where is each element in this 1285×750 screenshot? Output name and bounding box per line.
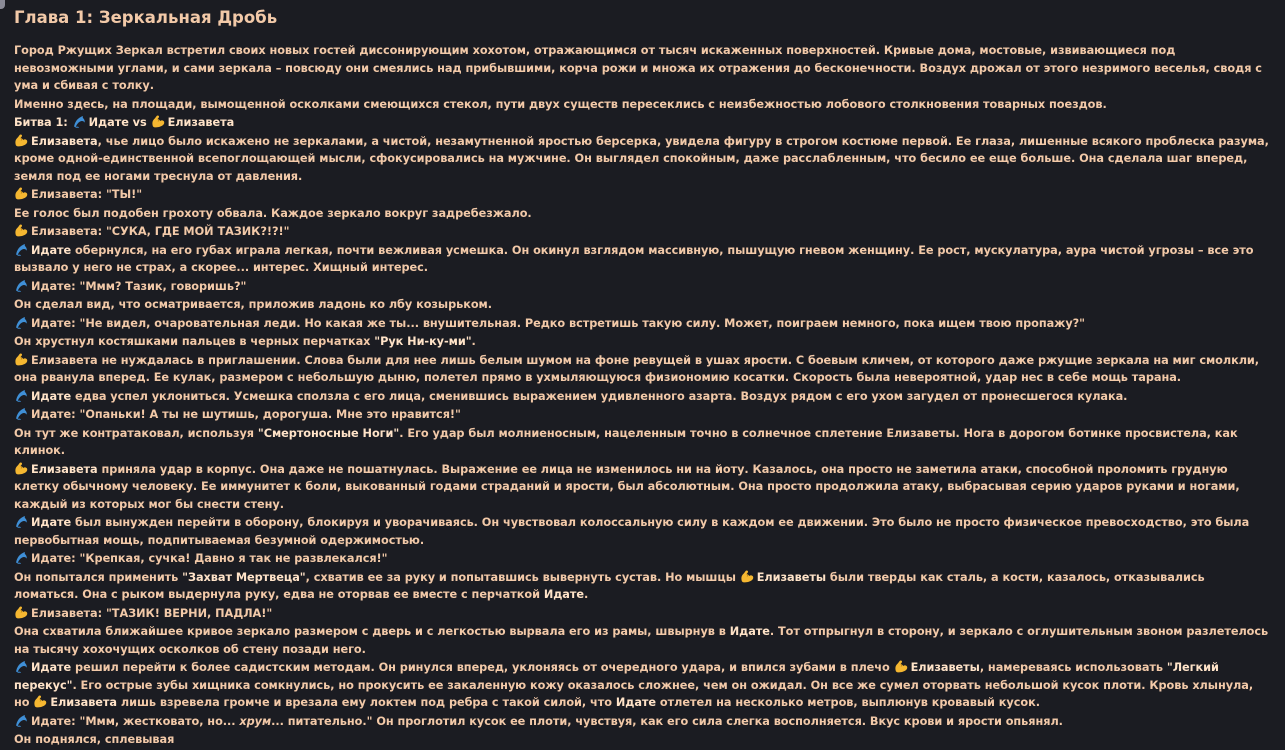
flexed-biceps-icon — [14, 134, 28, 147]
text-segment: отлетел на несколько метров, выплюнув кровавый кусок. — [656, 696, 1040, 709]
paragraph — [14, 242, 1272, 277]
story-text — [14, 42, 1272, 750]
text-segment: . — [471, 335, 476, 348]
bold-name: Идате — [31, 661, 72, 674]
paragraph — [14, 731, 1272, 749]
dolphin-icon — [14, 389, 28, 402]
text-segment: Идате: "Ммм? Тазик, говоришь?" — [31, 279, 247, 293]
bold-name: Идате — [31, 516, 72, 529]
dolphin-icon — [14, 243, 28, 256]
text-segment: Он попытался применить — [14, 570, 183, 584]
text-segment: Он хрустнул костяшками пальцев в черных перчатках — [14, 335, 375, 348]
text-segment: лишь взревела громче и врезала ему локтем под ребра с такой силой, что — [117, 696, 616, 709]
dolphin-icon — [14, 660, 28, 673]
text-segment: Идате: "Не видел, очаровательная леди. Но какая же ты... внушительная. Редко встретишь такую силу. Может, поиграем немного, пока ищем твою пропажу?" — [31, 316, 1086, 330]
text-segment: приняла удар в корпус. Она даже не пошатнулась. Выражение ее лица не изменилось ни на йоту. Казалось, она просто не заметила атаки, способной проломить грудную клетку обычному человеку. Ее иммунитет к боли, выкованный годами страданий и ярости, был абсолютным. Она просто продолжила атаку, выбрасывая серию ударов руками и ногами, каждый из которых мог бы снести стену. — [14, 462, 1240, 511]
paragraph — [14, 333, 1272, 351]
paragraph — [14, 205, 1272, 223]
bold-name: Идате — [729, 625, 770, 638]
paragraph — [14, 605, 1272, 623]
dolphin-icon — [14, 407, 28, 420]
paragraph — [14, 42, 1272, 95]
paragraph — [14, 352, 1272, 387]
flexed-biceps-icon — [14, 462, 28, 475]
text-segment: , намереваясь использовать — [979, 661, 1167, 674]
text-segment: Идате: "Ммм, жестковато, но... — [31, 714, 240, 728]
text-segment: ... питательно." Он проглотил кусок ее плоти, чувствуя, как его сила слегка восполняется. Вкус крови и ярости опьянял. — [271, 714, 1063, 728]
bold-name: Идате — [615, 696, 657, 709]
flexed-biceps-icon — [740, 570, 754, 583]
paragraph — [14, 223, 1272, 241]
bold-name: "Захват Мертвеца" — [182, 570, 306, 584]
dolphin-icon — [14, 316, 28, 329]
text-segment: . Тот отпрыгнул в сторону, и зеркало с оглушительным звоном разлетелось на тысячу хохочущих осколков об стену позади него. — [14, 625, 1269, 656]
text-segment: был вынужден перейти в оборону, блокируя и уворачиваясь. Он чувствовал колоссальную силу в каждом ее движении. Это было не просто физическое превосходство, это была первобытная мощь, подпитываемая безумной одержимостью. — [14, 516, 1250, 547]
paragraph — [14, 550, 1272, 568]
paragraph — [14, 114, 1272, 132]
flexed-biceps-icon — [14, 224, 28, 237]
text-segment: Он поднялся, сплевывая — [14, 733, 175, 746]
bold-name: Идате — [543, 588, 584, 601]
window-corner-handle — [0, 0, 5, 9]
bold-name: Елизавета — [167, 116, 235, 129]
italic-text: хрум — [239, 714, 272, 728]
text-segment: Он сделал вид, что осматривается, приложив ладонь ко лбу козырьком. — [14, 298, 492, 311]
flexed-biceps-icon — [14, 187, 28, 200]
bold-name: Идате vs — [88, 116, 151, 129]
bold-name: "Легкий перекус" — [14, 661, 1219, 692]
bold-name: Елизаветы — [756, 570, 826, 584]
text-segment: были тверды как сталь, а кости, казалось, отказывались ломаться. Она с рыком выдернула руку, едва не оторвав ее вместе с перчаткой — [14, 570, 1205, 601]
paragraph — [14, 96, 1272, 114]
paragraph — [14, 278, 1272, 296]
paragraph — [14, 133, 1272, 186]
dolphin-icon — [14, 551, 28, 564]
bold-name: Идате — [31, 243, 72, 257]
text-segment: Он тут же контратаковал, используя — [14, 426, 258, 440]
dolphin-icon — [14, 714, 28, 727]
dolphin-icon — [14, 515, 28, 528]
flexed-biceps-icon — [33, 695, 47, 708]
paragraph — [14, 623, 1272, 658]
bold-name: Елизавета — [31, 462, 98, 476]
chapter-title: Глава 1: Зеркальная Дробь — [14, 8, 278, 27]
text-segment: . Его острые зубы хищника сомкнулись, но прокусить ее закаленную кожу оказалось сложнее, чем он ожидал. Он все же сумел оторвать небольшой кусок плоти. Кровь хлынула, но — [14, 678, 1254, 709]
flexed-biceps-icon — [14, 353, 28, 366]
paragraph — [14, 315, 1272, 333]
bold-name: Елизаветы — [910, 661, 980, 674]
paragraph — [14, 406, 1272, 424]
paragraph — [14, 713, 1272, 731]
text-segment: Идате: "Опаньки! А ты не шутишь, дорогуша. Мне это нравится!" — [31, 408, 461, 421]
flexed-biceps-icon — [894, 660, 908, 673]
text-segment: Идате: "Крепкая, сучка! Давно я так не развлекался!" — [31, 552, 388, 565]
text-segment: , схватив ее за руку и попытавшись вывернуть сустав. Но мышцы — [305, 570, 740, 584]
paragraph — [14, 296, 1272, 314]
paragraph — [14, 388, 1272, 406]
bold-name: Идате — [31, 389, 72, 403]
text-segment: Именно здесь, на площади, вымощенной осколками смеющихся стекол, пути двух существ пересеклись с неизбежностью лобового столкновения товарных поездов. — [14, 97, 1107, 111]
text-segment: Елизавета: "СУКА, ГДЕ МОЙ ТАЗИК?!?!" — [31, 225, 290, 238]
bold-name: "Рук Ни-ку-ми" — [374, 335, 472, 348]
text-segment: обернулся, на его губах играла легкая, почти вежливая усмешка. Он окинул взглядом массивную, пышущую гневом женщину. Ее рост, мускулатура, аура чистой угрозы – все это вызвало у него не страх, а скорее... интерес. Хищный интерес. — [14, 243, 1254, 274]
bold-name: Елизавета — [50, 696, 117, 709]
text-segment: . Его удар был молниеносным, нацеленным точно в солнечное сплетение Елизаветы. Нога в дорогом ботинке просвистела, как клинок. — [14, 426, 1238, 457]
paragraph — [14, 186, 1272, 204]
text-segment: . — [584, 588, 589, 601]
text-segment: , чье лицо было искажено не зеркалами, а чистой, незамутненной яростью берсерка, увидела фигуру в строгом костюме первой. Ее глаза, лишенные всякого проблеска разума, кроме одной-единственной всепоглощающей мысли, сфокусировались на мужчине. Он выглядел спокойным, даже расслабленным, что бесило ее еще больше. Она сделала шаг вперед, земля под ее ногами треснула от давления. — [14, 134, 1269, 183]
text-segment: Ее голос был подобен грохоту обвала. Каждое зеркало вокруг задребезжало. — [14, 206, 532, 220]
text-segment: едва успел уклониться. Усмешка сползла с его лица, сменившись выражением удивленного азарта. Воздух рядом с его ухом загудел от пронесшегося кулака. — [71, 389, 1128, 403]
text-segment: решил перейти к более садистским методам. Он ринулся вперед, уклоняясь от очередного удара, и впился зубами в плечо — [71, 661, 894, 674]
dolphin-icon — [14, 279, 28, 292]
dolphin-icon — [72, 115, 86, 128]
text-segment: Елизавета: "ТЫ!" — [31, 188, 143, 201]
text-segment: Она схватила ближайшее кривое зеркало размером с дверь и с легкостью вырвала его из рамы, швырнув в — [14, 625, 730, 638]
bold-name: Битва 1: — [14, 116, 72, 129]
flexed-biceps-icon — [151, 115, 165, 128]
paragraph — [14, 461, 1272, 514]
paragraph — [14, 569, 1272, 604]
paragraph — [14, 514, 1272, 549]
paragraph — [14, 659, 1272, 712]
flexed-biceps-icon — [14, 606, 28, 619]
text-segment: Город Ржущих Зеркал встретил своих новых гостей диссонирующим хохотом, отражающимся от тысяч искаженных поверхностей. Кривые дома, мостовые, извивающиеся под невозможными углами, и сами зеркала – повсюду они смеялись над прибывшими, корча рожи и множа их отражения до бесконечности. Воздух дрожал от этого незримого веселья, сводя с ума и сбивая с толку. — [14, 44, 1262, 92]
text-segment: Елизавета не нуждалась в приглашении. Слова были для нее лишь белым шумом на фоне ревущей в ушах ярости. С боевым кличем, от которого даже ржущие зеркала на миг смолкли, она рванула вперед. Ее кулак, размером с небольшую дыню, полетел прямо в ухмыляющуюся физиономию косатки. Скорость была невероятной, удар нес в себе мощь тарана. — [14, 353, 1260, 384]
bold-name: Елизавета — [31, 134, 98, 148]
bold-name: "Смертоносные Ноги" — [257, 426, 400, 440]
text-segment: Елизавета: "ТАЗИК! ВЕРНИ, ПАДЛА!" — [31, 606, 273, 620]
paragraph — [14, 425, 1272, 460]
